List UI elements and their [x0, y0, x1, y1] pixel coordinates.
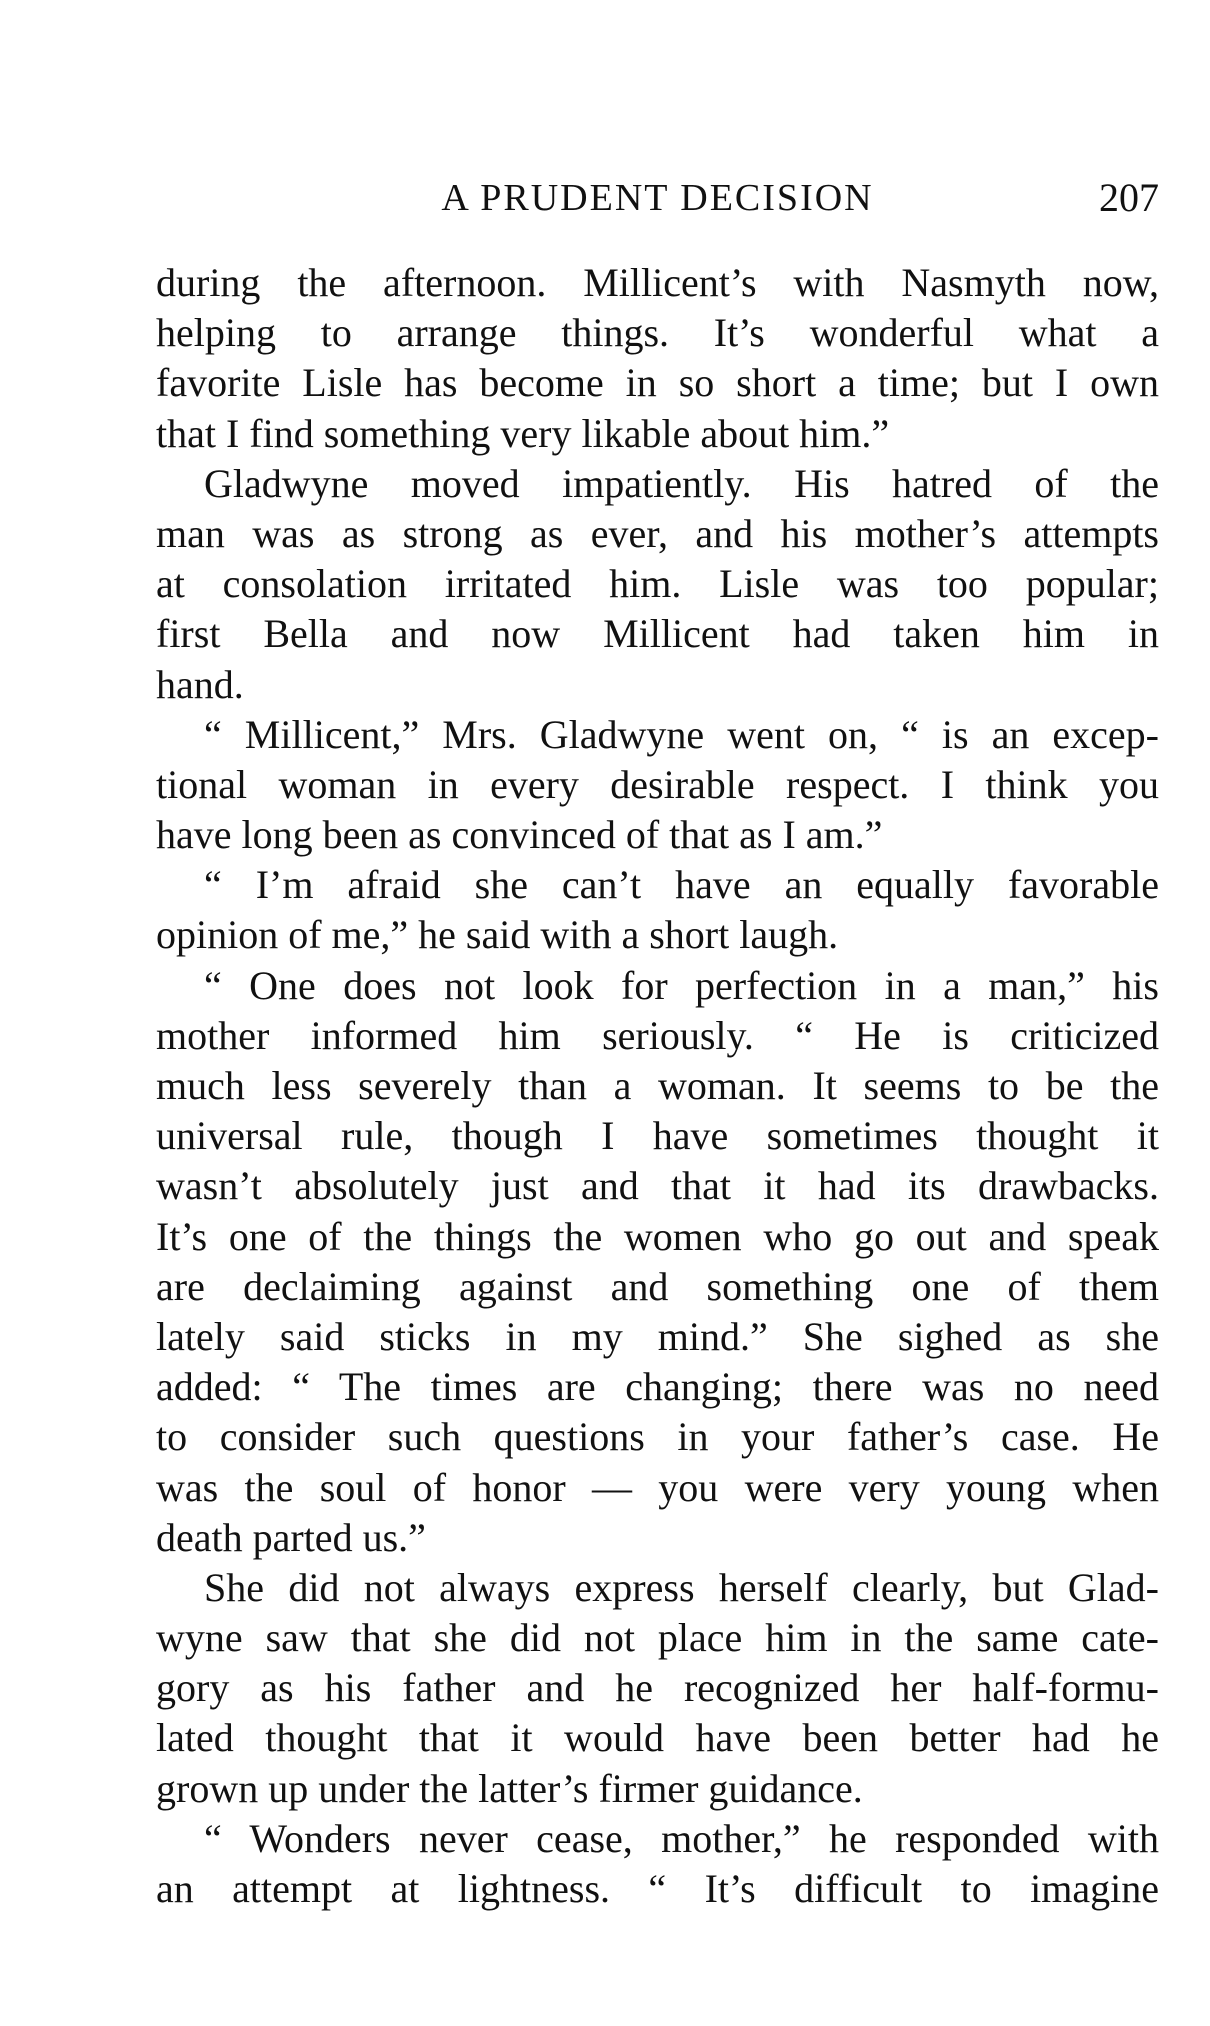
text-line: first Bella and now Millicent had taken him in [156, 611, 1159, 657]
text-line: Gladwyne moved impatiently. His hatred of the [204, 460, 1159, 506]
text-line: an attempt at lightness. “ It’s difficult to imagine [156, 1866, 1159, 1911]
text-line: was the soul of honor — you were very young when [156, 1464, 1159, 1510]
text-line: during the afternoon. Millicent’s with Nasmyth now, [156, 260, 1159, 305]
text-line: “ One does not look for perfection in a man,” his [204, 962, 1159, 1008]
text-line: “ I’m afraid she can’t have an equally favorable [204, 862, 1159, 908]
text-line: have long been as convinced of that as I am.” [156, 812, 883, 858]
text-line: grown up under the latter’s firmer guidance. [156, 1765, 863, 1811]
text-line: are declaiming against and something one of them [156, 1263, 1159, 1309]
running-head [156, 168, 1159, 228]
text-line: man was as strong as ever, and his mother’s attempts [156, 510, 1159, 556]
text-line: at consolation irritated him. Lisle was too popular; [156, 561, 1159, 607]
text-line: that I find something very likable about him.” [156, 410, 890, 456]
running-title: A PRUDENT DECISION [441, 177, 874, 219]
text-line: wyne saw that she did not place him in the same cate- [156, 1615, 1159, 1661]
text-line: death parted us.” [156, 1514, 426, 1560]
text-line: helping to arrange things. It’s wonderful what a [156, 310, 1159, 356]
text-line: to consider such questions in your father’s case. He [156, 1414, 1159, 1460]
text-line: “ Wonders never cease, mother,” he responded with [204, 1815, 1159, 1861]
text-line: much less severely than a woman. It seems to be the [156, 1063, 1159, 1108]
text-line: gory as his father and he recognized her half-formu- [156, 1665, 1159, 1711]
text-line: tional woman in every desirable respect. I think you [156, 761, 1159, 807]
text-line: opinion of me,” he said with a short laugh. [156, 912, 839, 958]
text-line: mother informed him seriously. “ He is criticized [156, 1012, 1159, 1058]
text-line: She did not always express herself clearly, but Glad- [204, 1564, 1159, 1610]
text-line: universal rule, though I have sometimes thought it [156, 1113, 1159, 1159]
text-line: hand. [156, 661, 244, 707]
text-line: wasn’t absolutely just and that it had its drawbacks. [156, 1163, 1159, 1209]
body-text [156, 258, 1159, 1914]
text-line: lated thought that it would have been better had he [156, 1715, 1159, 1761]
text-line: added: “ The times are changing; there was no need [156, 1364, 1159, 1410]
text-line: favorite Lisle has become in so short a time; but I own [156, 360, 1159, 406]
text-line: “ Millicent,” Mrs. Gladwyne went on, “ is an excep- [204, 711, 1159, 757]
page-number: 207 [1099, 175, 1159, 220]
text-line: It’s one of the things the women who go out and speak [156, 1213, 1159, 1259]
text-line: lately said sticks in my mind.” She sighed as she [156, 1313, 1159, 1359]
